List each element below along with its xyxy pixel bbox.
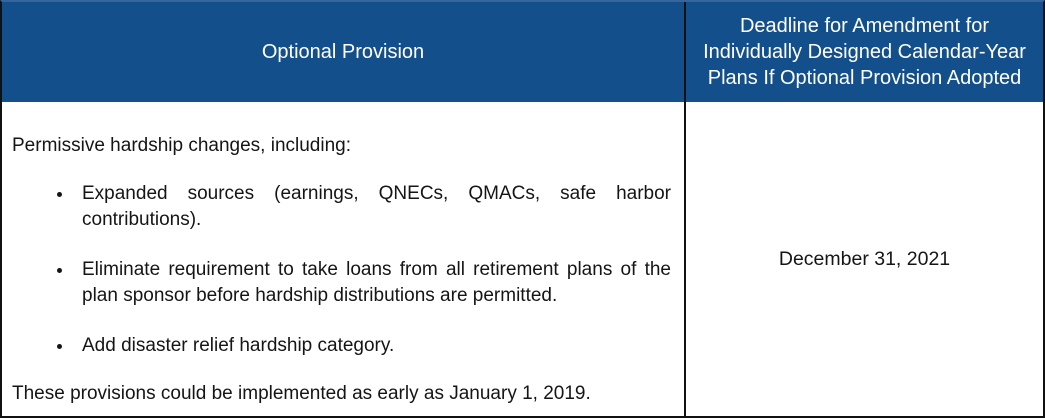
header-cell-deadline [686, 2, 1043, 102]
bullet-item-disaster-relief: • Add disaster relief hardship category. [74, 333, 671, 359]
header-label-deadline: Deadline for Amendment for Individually Designed Calendar-Year Plans If Optional Provision Adopted [703, 15, 1026, 89]
header-cell-optional-provision [2, 2, 686, 102]
body-cell-deadline [686, 102, 1043, 416]
bullet-item-eliminate-loans-requirement: • Eliminate requirement to take loans from all retirement plans of the plan sponsor before hardship distributions are permitted. [74, 257, 671, 309]
body-cell-provision-details [2, 102, 686, 416]
deadline-value: December 31, 2021 [778, 247, 951, 270]
provision-intro-text: Permissive hardship changes, including: [12, 135, 352, 156]
provision-outro-text: These provisions could be implemented as early as January 1, 2019. [12, 383, 591, 404]
bullet-item-expanded-sources: • Expanded sources (earnings, QNECs, QMACs, safe harbor contributions). [74, 181, 671, 233]
provision-bullet-list [12, 181, 671, 359]
header-label-optional-provision: Optional Provision [261, 41, 425, 63]
